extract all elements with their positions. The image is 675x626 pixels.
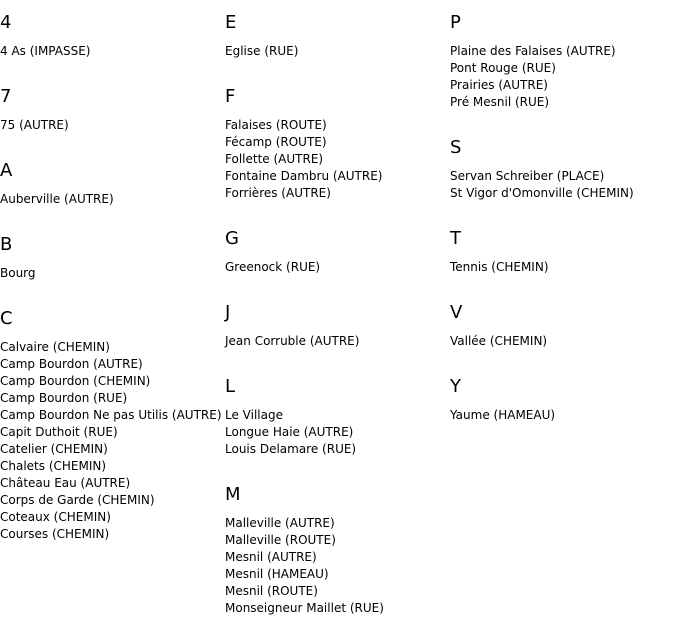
street-list [450,259,675,276]
street-list [225,407,450,458]
street-link[interactable]: Pré Mesnil (RUE) [450,95,550,109]
street-link[interactable]: Prairies (AUTRE) [450,78,548,92]
street-link[interactable]: Jean Corruble (AUTRE) [225,334,360,348]
letter-heading: B [0,234,13,255]
street-list [225,515,450,617]
street-link[interactable]: Mesnil (AUTRE) [225,550,317,564]
letter-heading: T [450,228,461,249]
street-link[interactable]: Follette (AUTRE) [225,152,324,166]
street-list [450,168,675,202]
letter-heading: L [225,376,236,397]
letter-group [0,235,225,282]
letter-group [225,485,450,617]
letter-heading: 4 [0,12,12,33]
letter-heading: 7 [0,86,12,107]
street-column-1 [0,13,225,543]
street-link[interactable]: Courses (CHEMIN) [0,527,110,541]
letter-heading: A [0,160,13,181]
street-link[interactable]: Louis Delamare (RUE) [225,442,357,456]
letter-group [225,13,450,60]
street-link[interactable]: Camp Bourdon Ne pas Utilis (AUTRE) [0,408,222,422]
letter-group [0,309,225,543]
street-link[interactable]: Catelier (CHEMIN) [0,442,108,456]
street-link[interactable]: Mesnil (HAMEAU) [225,567,329,581]
street-link[interactable]: Coteaux (CHEMIN) [0,510,111,524]
street-list [450,43,675,111]
street-link[interactable]: Vallée (CHEMIN) [450,334,548,348]
street-link[interactable]: Forrières (AUTRE) [225,186,331,200]
street-link[interactable]: Camp Bourdon (AUTRE) [0,357,143,371]
street-link[interactable]: Monseigneur Maillet (RUE) [225,601,384,615]
street-link[interactable]: Fontaine Dambru (AUTRE) [225,169,383,183]
letter-group [450,377,675,424]
street-list [225,43,450,60]
street-link[interactable]: Malleville (AUTRE) [225,516,335,530]
street-link[interactable]: Fécamp (ROUTE) [225,135,327,149]
letter-group [225,87,450,202]
street-link[interactable]: Mesnil (ROUTE) [225,584,318,598]
letter-group [450,138,675,202]
street-link[interactable]: Bourg [0,266,36,280]
street-link[interactable]: Auberville (AUTRE) [0,192,114,206]
letter-group [450,303,675,350]
street-link[interactable]: Tennis (CHEMIN) [450,260,549,274]
street-link[interactable]: Le Village [225,408,283,422]
letter-heading: G [225,228,239,249]
street-link[interactable]: Camp Bourdon (CHEMIN) [0,374,151,388]
letter-heading: J [225,302,231,323]
letter-heading: M [225,484,241,505]
letter-group [225,303,450,350]
street-link[interactable]: Longue Haie (AUTRE) [225,425,354,439]
street-link[interactable]: Calvaire (CHEMIN) [0,340,110,354]
street-column-3 [450,13,675,424]
street-link[interactable]: Pont Rouge (RUE) [450,61,556,75]
street-link[interactable]: Plaine des Falaises (AUTRE) [450,44,616,58]
street-list [225,333,450,350]
street-link[interactable]: Camp Bourdon (RUE) [0,391,128,405]
street-link[interactable]: Greenock (RUE) [225,260,321,274]
street-list [450,333,675,350]
street-list [225,117,450,202]
letter-heading: S [450,137,462,158]
street-link[interactable]: Yaume (HAMEAU) [450,408,556,422]
street-list [450,407,675,424]
street-list [0,117,225,134]
letter-heading: V [450,302,463,323]
letter-heading: F [225,86,236,107]
letter-heading: Y [450,376,461,397]
street-link[interactable]: Falaises (ROUTE) [225,118,327,132]
street-link[interactable]: 4 As (IMPASSE) [0,44,91,58]
street-link[interactable]: 75 (AUTRE) [0,118,69,132]
street-column-2 [225,13,450,617]
letter-group [0,13,225,60]
street-link[interactable]: Eglise (RUE) [225,44,299,58]
letter-heading: E [225,12,237,33]
letter-heading: P [450,12,461,33]
letter-group [0,161,225,208]
letter-group [0,87,225,134]
letter-group [225,377,450,458]
street-link[interactable]: Chalets (CHEMIN) [0,459,107,473]
letter-group [450,229,675,276]
street-link[interactable]: Servan Schreiber (PLACE) [450,169,605,183]
letter-group [450,13,675,111]
street-link[interactable]: Malleville (ROUTE) [225,533,336,547]
street-list [0,43,225,60]
street-list [0,191,225,208]
street-list [0,339,225,543]
street-list [225,259,450,276]
street-link[interactable]: Capit Duthoit (RUE) [0,425,118,439]
street-link[interactable]: Corps de Garde (CHEMIN) [0,493,155,507]
street-link[interactable]: St Vigor d'Omonville (CHEMIN) [450,186,634,200]
street-link[interactable]: Château Eau (AUTRE) [0,476,131,490]
letter-group [225,229,450,276]
street-list [0,265,225,282]
letter-heading: C [0,308,13,329]
